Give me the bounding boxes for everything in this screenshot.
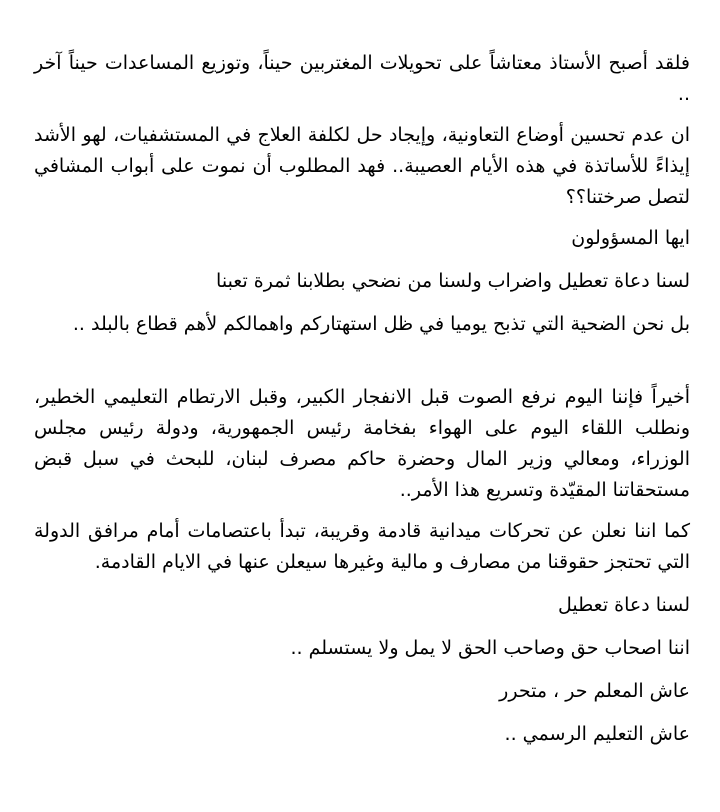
paragraph-protest-announcement: كما اننا نعلن عن تحركات ميدانية قادمة وقريبة، تبدأ باعتصامات أمام مرافق الدولة التي تحتجز حقوقنا من مصارف و مالية وغيرها سيعلن عنها في الايام القادمة. bbox=[34, 520, 690, 573]
paragraph-final-appeal: أخيراً فإننا اليوم نرفع الصوت قبل الانفجار الكبير، وقبل الارتطام التعليمي الخطير، ونطلب اللقاء اليوم على الهواء بفخامة رئيس الجمهورية، ودولة رئيس مجلس الوزراء، ومعالي وزير المال وحضرة حاكم مصرف لبنان، للبحث في سبل قبض مستحقاتنا المقيّدة وتسريع هذا الأمر.. bbox=[34, 386, 690, 501]
paragraph-remittances: فلقد أصبح الأستاذ معتاشاً على تحويلات المغتربين حيناً، وتوزيع المساعدات حيناً آخر .. bbox=[34, 52, 690, 105]
paragraph-not-strikers: لسنا دعاة تعطيل واضراب ولسنا من نضحي بطلابنا ثمرة تعبنا bbox=[216, 270, 690, 292]
paragraph-victims: بل نحن الضحية التي تذبح يوميا في ظل استهتاركم واهمالكم لأهم قطاع بالبلد .. bbox=[72, 313, 690, 335]
paragraph-cooperative: ان عدم تحسين أوضاع التعاونية، وإيجاد حل لكلفة العلاج في المستشفيات، لهو الأشد إيذاءً للأساتذة في هذه الأيام العصيبة.. فهد المطلوب أن نموت على أبواب المشافي لتصل صرختنا؟؟ bbox=[34, 124, 690, 208]
paragraph-slogan-2: اننا اصحاب حق وصاحب الحق لا يمل ولا يستسلم .. bbox=[290, 637, 690, 659]
paragraph-slogan-1: لسنا دعاة تعطيل bbox=[557, 594, 690, 616]
paragraph-officials-address: ايها المسؤولون bbox=[571, 227, 690, 249]
paragraph-slogan-4: عاش التعليم الرسمي .. bbox=[504, 723, 690, 745]
paragraph-slogan-3: عاش المعلم حر ، متحرر bbox=[499, 680, 690, 702]
